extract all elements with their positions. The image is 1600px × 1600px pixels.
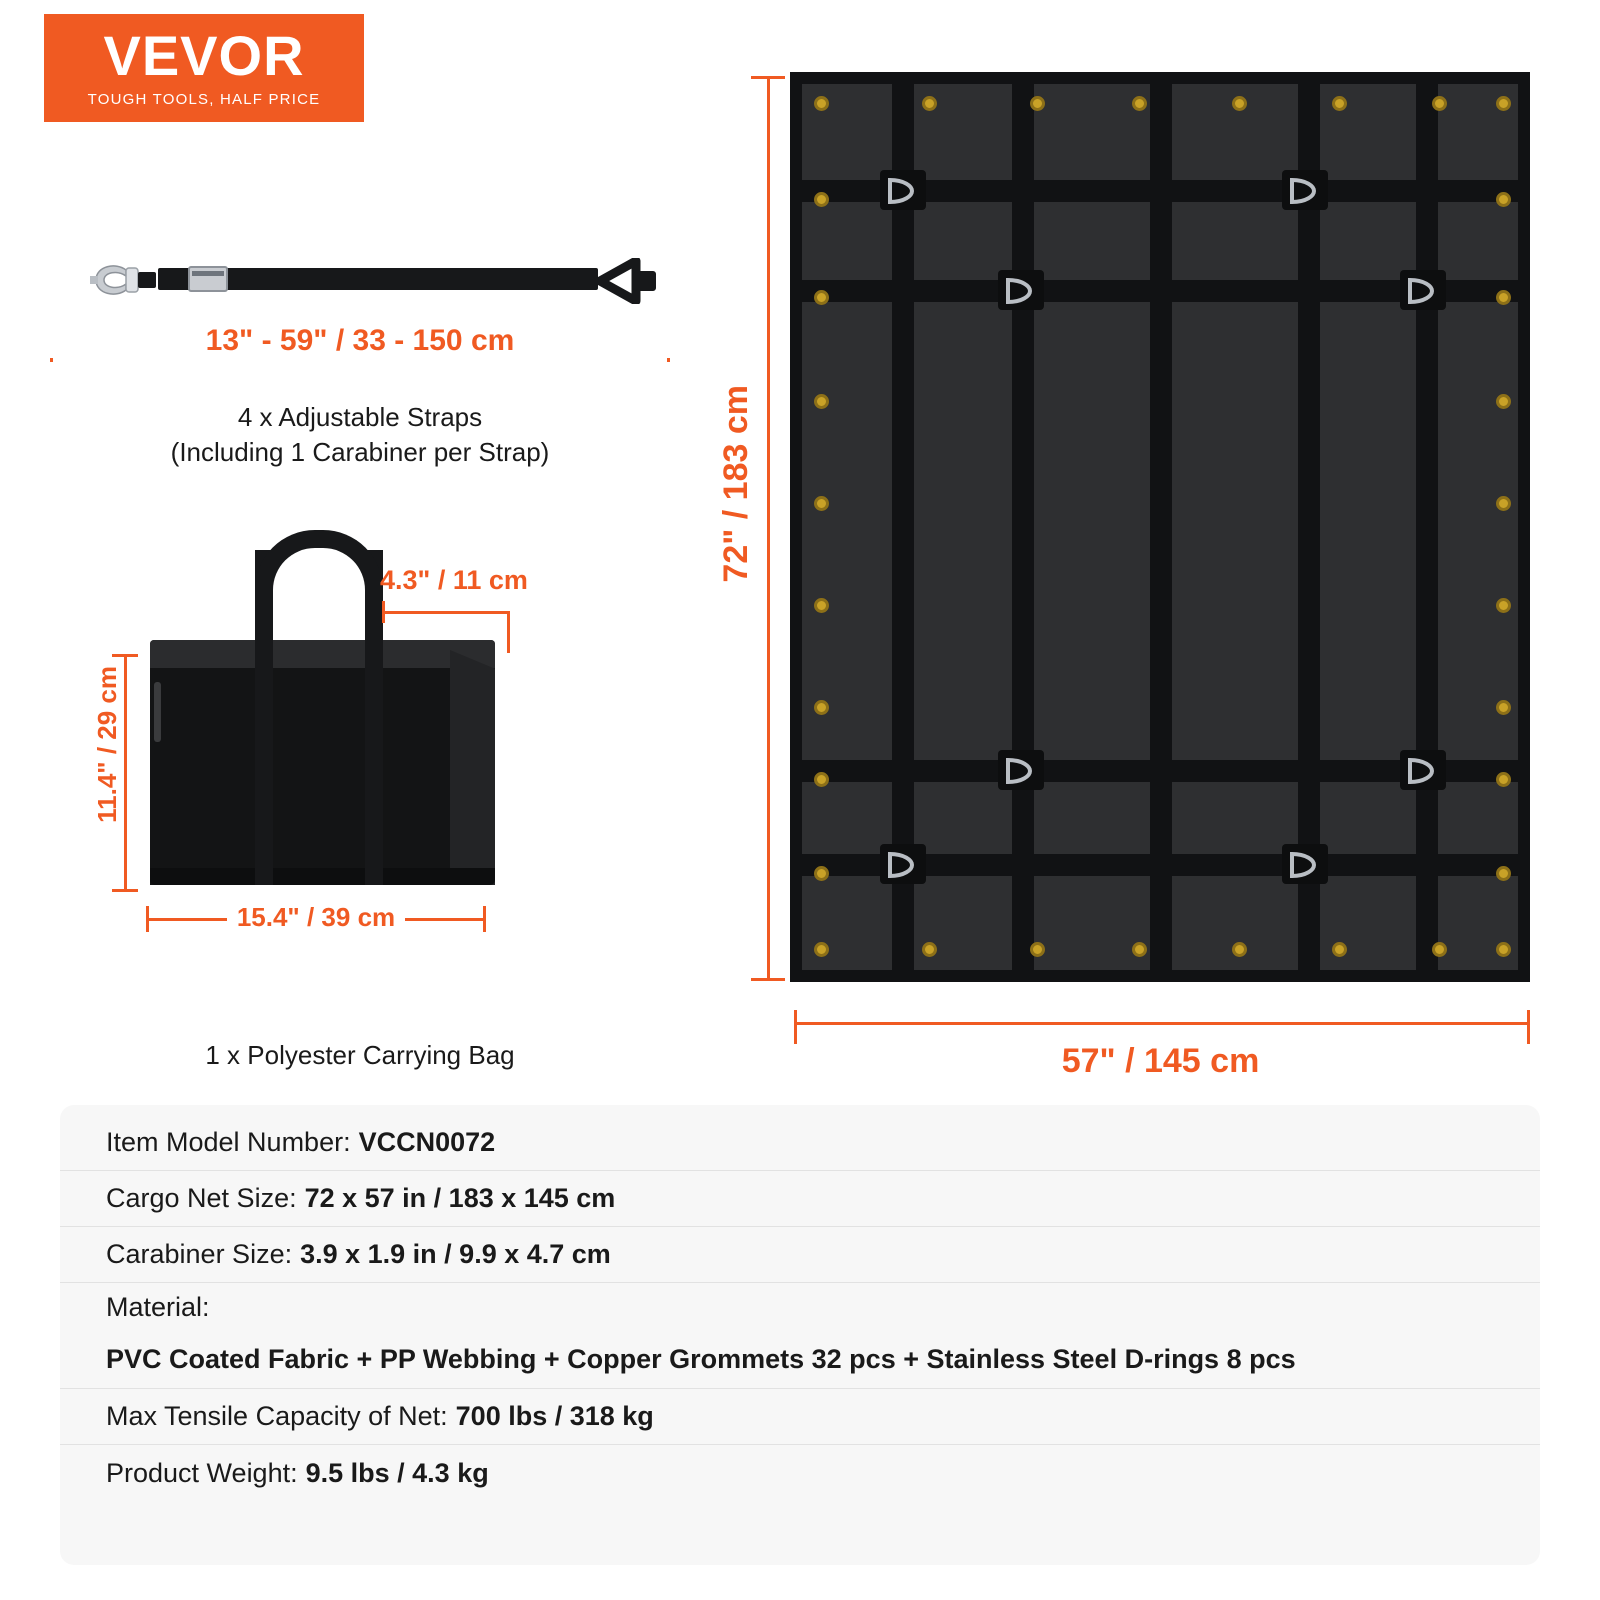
grommet-icon [814, 700, 829, 715]
brand-name: VEVOR [103, 24, 305, 87]
spec-value-tensile: 700 lbs / 318 kg [455, 1401, 654, 1431]
d-ring-icon [1286, 174, 1320, 208]
bag-handle-arc [255, 530, 383, 590]
net-webbing-vertical [1298, 84, 1320, 970]
strap-buckle [188, 266, 228, 292]
d-ring-icon [1286, 848, 1320, 882]
cargo-net-illustration [790, 72, 1530, 982]
bag-height-dimension [92, 648, 156, 898]
grommet-icon [1132, 942, 1147, 957]
carabiner-icon [82, 256, 158, 304]
bag-handle-left [255, 550, 273, 885]
spec-label-tensile: Max Tensile Capacity of Net: [106, 1401, 448, 1431]
d-ring-icon [1002, 754, 1036, 788]
d-ring-icon [884, 848, 918, 882]
spec-row-weight [60, 1445, 1540, 1501]
grommet-icon [1496, 496, 1511, 511]
grommet-icon [1496, 598, 1511, 613]
grommet-icon [922, 96, 937, 111]
bag-width-dimension [140, 898, 500, 958]
bag-front-panel [150, 668, 450, 885]
spec-row-tensile [60, 1389, 1540, 1445]
grommet-icon [814, 866, 829, 881]
grommet-icon [1432, 96, 1447, 111]
net-webbing-vertical [892, 84, 914, 970]
spec-label-net-size: Cargo Net Size: [106, 1183, 297, 1213]
grommet-icon [814, 394, 829, 409]
triangle-ring-icon [596, 258, 658, 304]
d-ring-icon [1404, 274, 1438, 308]
vevor-logo [44, 14, 364, 122]
grommet-icon [1332, 96, 1347, 111]
net-webbing-vertical [1012, 84, 1034, 970]
grommet-icon [1496, 866, 1511, 881]
grommet-icon [1132, 96, 1147, 111]
strap-caption [40, 400, 680, 470]
net-height-label: 72" / 183 cm [717, 385, 755, 583]
grommet-icon [1496, 700, 1511, 715]
grommet-icon [814, 192, 829, 207]
spec-value-model: VCCN0072 [358, 1127, 496, 1157]
grommet-icon [1496, 772, 1511, 787]
grommet-icon [1496, 290, 1511, 305]
net-surface [802, 84, 1518, 970]
bag-depth-label: 4.3" / 11 cm [380, 565, 528, 595]
grommet-icon [1496, 192, 1511, 207]
net-webbing-vertical [1416, 84, 1438, 970]
grommet-icon [1030, 96, 1045, 111]
d-ring-icon [1002, 274, 1036, 308]
spec-label-carabiner: Carabiner Size: [106, 1239, 293, 1269]
bag-side-panel [450, 650, 495, 885]
strap-buckle-bar [192, 271, 224, 276]
spec-label-weight: Product Weight: [106, 1457, 298, 1488]
bag-base [150, 868, 495, 885]
grommet-icon [1496, 942, 1511, 957]
d-ring-icon [884, 174, 918, 208]
grommet-icon [814, 96, 829, 111]
strap-dimension-label: 13" - 59" / 33 - 150 cm [192, 324, 529, 357]
grommet-icon [1232, 96, 1247, 111]
grommet-icon [1432, 942, 1447, 957]
grommet-icon [1496, 394, 1511, 409]
strap-caption-line2: (Including 1 Carabiner per Strap) [170, 437, 550, 468]
spec-value-material: PVC Coated Fabric + PP Webbing + Copper Grommets 32 pcs + Stainless Steel D-rings 8 pcs [106, 1344, 1296, 1374]
spec-value-net-size: 72 x 57 in / 183 x 145 cm [304, 1183, 616, 1213]
spec-row-model [60, 1115, 1540, 1171]
grommet-icon [1496, 96, 1511, 111]
spec-row-carabiner [60, 1227, 1540, 1283]
grommet-icon [814, 942, 829, 957]
spec-label-model: Item Model Number: [106, 1127, 351, 1157]
grommet-icon [1232, 942, 1247, 957]
spec-row-material-value [60, 1331, 1540, 1389]
net-webbing-vertical [1150, 84, 1172, 970]
grommet-icon [922, 942, 937, 957]
spec-label-material: Material: [106, 1291, 210, 1322]
grommet-icon [814, 290, 829, 305]
net-height-dimension [717, 70, 785, 985]
strap-illustration [40, 240, 680, 320]
grommet-icon [814, 772, 829, 787]
spec-value-weight: 9.5 lbs / 4.3 kg [305, 1457, 489, 1488]
bag-width-label: 15.4" / 39 cm [227, 902, 405, 932]
grommet-icon [814, 598, 829, 613]
brand-tagline: TOUGH TOOLS, HALF PRICE [87, 91, 321, 108]
spec-value-carabiner: 3.9 x 1.9 in / 9.9 x 4.7 cm [300, 1239, 611, 1269]
strap-dimension [40, 324, 680, 370]
net-width-label: 57" / 145 cm [1061, 1042, 1260, 1080]
grommet-icon [814, 496, 829, 511]
d-ring-icon [1404, 754, 1438, 788]
bag-caption: 1 x Polyester Carrying Bag [205, 1040, 515, 1070]
bag-height-label: 11.4" / 29 cm [92, 666, 122, 823]
spec-table [60, 1105, 1540, 1565]
spec-row-material-label [60, 1283, 1540, 1331]
grommet-icon [1332, 942, 1347, 957]
strap-caption-line1: 4 x Adjustable Straps [237, 402, 483, 432]
spec-row-net-size [60, 1171, 1540, 1227]
bag-depth-dimension [380, 565, 680, 665]
net-width-dimension [788, 1000, 1533, 1080]
grommet-icon [1030, 942, 1045, 957]
